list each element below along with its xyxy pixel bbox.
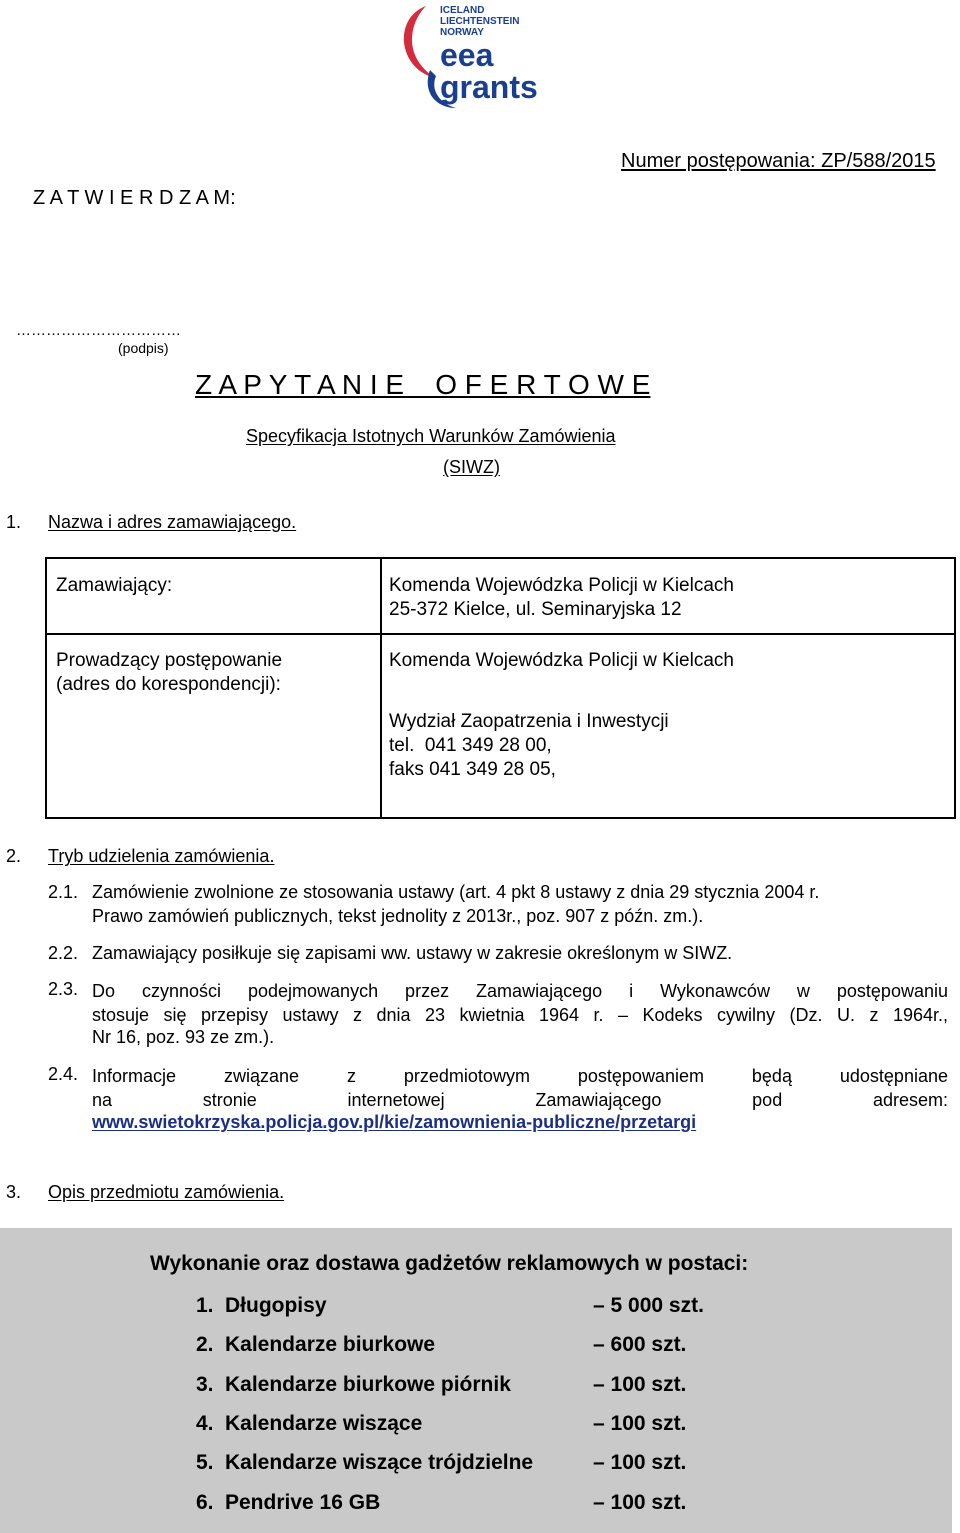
signature-label: (podpis) [118, 340, 169, 356]
signature-dots: …………………………… [16, 322, 181, 339]
item-5-number: 5. [196, 1451, 214, 1474]
item-5-name: Kalendarze wiszące trójdzielne [225, 1451, 534, 1474]
item-1-qty: – 5 000 szt. [593, 1294, 704, 1317]
item-4-qty: – 100 szt. [593, 1412, 687, 1435]
approve-label: Z A T W I E R D Z A M: [33, 187, 236, 209]
item-3-qty: – 100 szt. [593, 1373, 687, 1396]
ordering-party-name: Komenda Wojewódzka Policji w Kielcach [389, 575, 734, 596]
item-2-1-number: 2.1. [48, 882, 79, 902]
contact-name: Komenda Wojewódzka Policji w Kielcach [389, 650, 734, 671]
section-3-number: 3. [6, 1182, 22, 1202]
contact-phone: tel. 041 349 28 00, [389, 735, 552, 756]
item-2-3-line3: Nr 16, poz. 93 ze zm.). [92, 1027, 275, 1047]
item-1-name: Długopisy [225, 1294, 327, 1317]
logo-word-grants: grants [440, 69, 538, 105]
section-2-heading: Tryb udzielenia zamówienia. [48, 846, 275, 866]
ordering-party-address: 25-372 Kielce, ul. Seminaryjska 12 [389, 599, 682, 620]
address-table [45, 557, 956, 819]
order-subject-box [0, 1228, 952, 1533]
item-2-name: Kalendarze biurkowe [225, 1333, 436, 1356]
item-2-1-line1: Zamówienie zwolnione ze stosowania ustawy (art. 4 pkt 8 ustawy z dnia 29 stycznia 2004 r. [92, 882, 820, 902]
item-3-name: Kalendarze biurkowe piórnik [225, 1373, 511, 1396]
logo-country-2: LIECHTENSTEIN [440, 16, 520, 27]
item-2-2-line1: Zamawiający posiłkuje się zapisami ww. ustawy w zakresie określonym w SIWZ. [92, 943, 733, 963]
item-3-number: 3. [196, 1373, 214, 1396]
item-5-qty: – 100 szt. [593, 1451, 687, 1474]
table-divider-horizontal [47, 633, 954, 635]
section-2-number: 2. [6, 846, 22, 866]
item-6-qty: – 100 szt. [593, 1491, 687, 1514]
logo-graphic [396, 0, 556, 112]
page-title: Z A P Y T A N I E O F E R T O W E [195, 369, 651, 400]
order-subject-title: Wykonanie oraz dostawa gadżetów reklamowych w postaci: [150, 1252, 749, 1275]
item-2-2-number: 2.2. [48, 943, 79, 963]
item-4-number: 4. [196, 1412, 214, 1435]
item-2-4-number: 2.4. [48, 1064, 79, 1084]
item-2-4-line2: na stronie internetowej Zamawiającego pod adresem: [92, 1090, 948, 1110]
ordering-party-label: Zamawiający: [56, 575, 173, 596]
item-2-qty: – 600 szt. [593, 1333, 687, 1356]
logo-country-1: ICELAND [440, 5, 485, 16]
contact-label-line2: (adres do korespondencji): [56, 674, 281, 695]
subtitle-abbr: (SIWZ) [443, 457, 500, 477]
table-divider-vertical [380, 559, 382, 817]
contact-label-line1: Prowadzący postępowanie [56, 650, 283, 671]
eea-grants-logo [396, 0, 556, 112]
item-4-name: Kalendarze wiszące [225, 1412, 423, 1435]
logo-country-3: NORWAY [440, 27, 484, 38]
item-6-name: Pendrive 16 GB [225, 1491, 381, 1514]
item-2-3-number: 2.3. [48, 979, 79, 999]
logo-word-eea: eea [440, 37, 494, 73]
item-2-3-line1: Do czynności podejmowanych przez Zamawiającego i Wykonawców w postępowaniu [92, 981, 948, 1001]
procurement-link[interactable]: www.swietokrzyska.policja.gov.pl/kie/zamownienia-publiczne/przetargi [92, 1112, 697, 1132]
item-2-3-line2: stosuje się przepisy ustawy z dnia 23 kwietnia 1964 r. – Kodeks cywilny (Dz. U. z 1964r., [92, 1005, 948, 1025]
item-2-number: 2. [196, 1333, 214, 1356]
contact-department: Wydział Zaopatrzenia i Inwestycji [389, 711, 669, 732]
item-2-1-line2: Prawo zamówień publicznych, tekst jednolity z 2013r., poz. 907 z późn. zm.). [92, 906, 704, 926]
subtitle: Specyfikacja Istotnych Warunków Zamówienia [246, 426, 616, 446]
section-1-heading: Nazwa i adres zamawiającego. [48, 512, 297, 532]
section-3-heading: Opis przedmiotu zamówienia. [48, 1182, 285, 1202]
section-1-number: 1. [6, 512, 22, 532]
item-2-4-line1: Informacje związane z przedmiotowym postępowaniem będą udostępniane [92, 1066, 948, 1086]
contact-fax: faks 041 349 28 05, [389, 759, 556, 780]
item-1-number: 1. [196, 1294, 214, 1317]
item-6-number: 6. [196, 1491, 214, 1514]
case-number: Numer postępowania: ZP/588/2015 [621, 150, 936, 172]
